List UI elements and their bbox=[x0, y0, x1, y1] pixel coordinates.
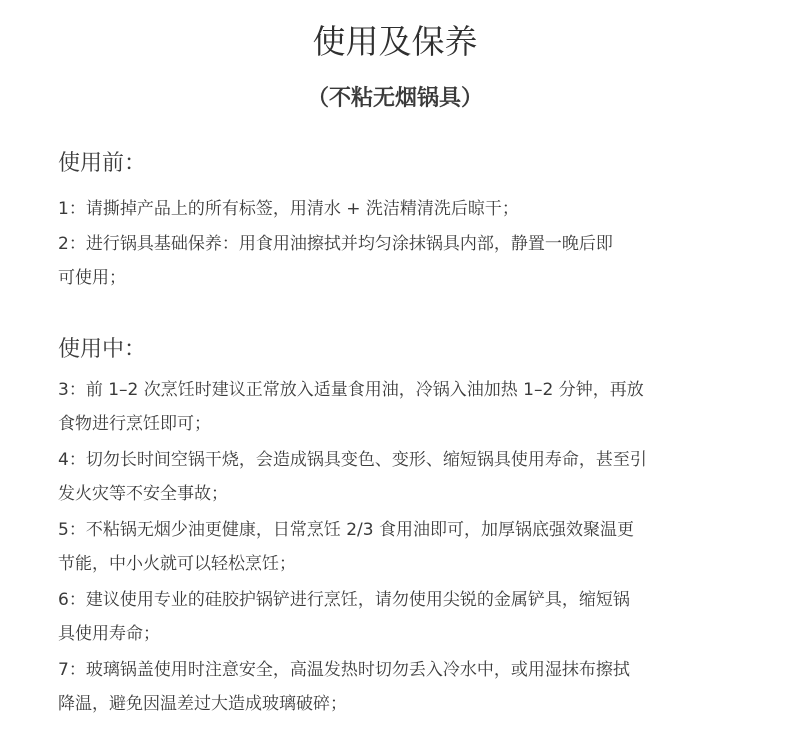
instruction-line: 5：不粘锅无烟少油更健康，日常烹饪 2/3 食用油即可，加厚锅底强效聚温更 bbox=[58, 520, 634, 540]
instruction-item-2 bbox=[58, 227, 748, 295]
instruction-item-3 bbox=[58, 373, 748, 441]
instruction-line: 4：切勿长时间空锅干烧，会造成锅具变色、变形、缩短锅具使用寿命，甚至引 bbox=[58, 450, 647, 470]
instruction-item-7 bbox=[58, 653, 748, 721]
instruction-line: 3：前 1–2 次烹饪时建议正常放入适量食用油，冷锅入油加热 1–2 分钟，再放 bbox=[58, 380, 644, 400]
instruction-item-6 bbox=[58, 583, 748, 651]
instruction-line: 降温，避免因温差过大造成玻璃破碎； bbox=[58, 694, 347, 714]
instruction-item-5 bbox=[58, 513, 748, 581]
instruction-line: 具使用寿命； bbox=[58, 624, 160, 644]
page-title: 使用及保养 bbox=[312, 22, 478, 61]
instruction-line: 7：玻璃锅盖使用时注意安全，高温发热时切勿丢入冷水中，或用湿抹布擦拭 bbox=[58, 660, 630, 680]
instruction-item-1 bbox=[58, 192, 748, 226]
instruction-line: 节能，中小火就可以轻松烹饪； bbox=[58, 554, 296, 574]
section-heading-before-use: 使用前： bbox=[58, 151, 147, 176]
instruction-line: 发火灾等不安全事故； bbox=[58, 484, 228, 504]
instruction-line: 食物进行烹饪即可； bbox=[58, 414, 211, 434]
instruction-item-4 bbox=[58, 443, 748, 511]
instruction-line: 可使用； bbox=[58, 268, 126, 288]
instruction-line: 6：建议使用专业的硅胶护锅铲进行烹饪，请勿使用尖锐的金属铲具，缩短锅 bbox=[58, 590, 630, 610]
section-heading-during-use: 使用中： bbox=[58, 337, 147, 362]
page-subtitle: （不粘无烟锅具） bbox=[306, 86, 483, 111]
instruction-line: 1：请撕掉产品上的所有标签，用清水 + 洗洁精清洗后晾干； bbox=[58, 199, 519, 219]
instruction-line: 2：进行锅具基础保养：用食用油擦拭并均匀涂抹锅具内部，静置一晚后即 bbox=[58, 234, 613, 254]
